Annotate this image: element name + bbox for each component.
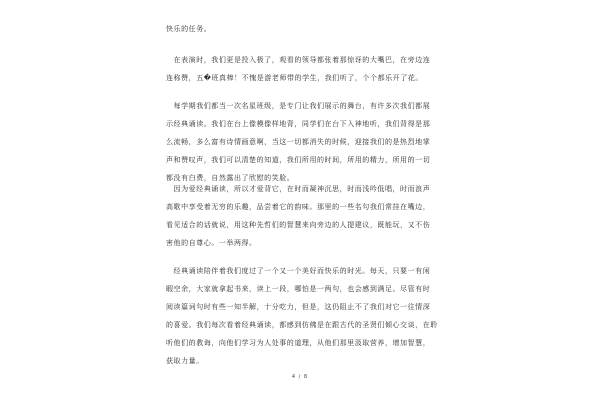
paragraph xyxy=(166,20,434,38)
text-line: 害他的自尊心。一举两得。 xyxy=(166,239,257,247)
text-line: 连称赞，五�班真棒！不愧是游老师带的学生，我们听了，个个都乐开了花。 xyxy=(166,74,423,82)
paragraph xyxy=(166,180,434,252)
text-line: 都没有白费，自然露出了欣慰的笑脸。 xyxy=(166,174,295,182)
page-number: 4 / 8 xyxy=(291,374,309,380)
text-line: 快乐的任务。 xyxy=(166,25,212,33)
text-line: 阅读篇词句时有些一知半解，十分吃力，但是，这仍阻止不了我们对它一往情深 xyxy=(166,303,431,311)
text-line: 暇空余，大家就拿起书来，读上一段，哪怕是一两句，也会感到满足。尽管有时 xyxy=(166,285,431,293)
text-line: 看见适合的话就说，用这种先哲们的智慧来向旁边的人提建议，既能玩，又不伤 xyxy=(166,221,431,229)
text-line: 声和赞叹声，我们可以清楚的知道，我们所用的时间，所用的精力，所用的一切 xyxy=(166,156,431,164)
text-line: 高歌中享受着无穷的乐趣，品尝着它的韵味。那里的一些名句我们常挂在嘴边， xyxy=(166,203,431,211)
paragraph xyxy=(166,262,438,370)
text-line: 经典诵读陪伴着我们度过了一个又一个美好而快乐的时光。每天，只要一有闲 xyxy=(166,267,431,275)
paragraph xyxy=(166,51,434,87)
text-line: 获取力量。 xyxy=(166,357,204,365)
text-line: 么流畅，多么富有诗情画意啊，当这一切都消失的时候，迎接我们的是热烈地掌 xyxy=(166,138,431,146)
paragraph xyxy=(166,97,434,187)
text-line: 的喜爱。我们每次看着经典诵读，都感到仿佛是在跟古代的圣贤们倾心交谈，在聆 xyxy=(166,321,438,329)
text-line: 因为爱经典诵读，所以才爱背它，在时而凝神沉思，时而浅吟低唱，时而浪声 xyxy=(166,185,431,193)
text-line: 在表演时，我们更是投入极了，观看的领导都张着那惊讶的大嘴巴，在旁边连 xyxy=(166,56,431,64)
text-line: 听他们的教诲，向他们学习为人处事的道理，从他们那里汲取营养，增加智慧， xyxy=(166,339,431,347)
text-line: 每学期我们都当一次名星班级，是专门让我们展示的舞台，有许多次我们都展 xyxy=(166,102,431,110)
text-line: 示经典诵读。我们在台上像模像样地背，同学们在台下入神地听，我们背得是那 xyxy=(166,120,431,128)
